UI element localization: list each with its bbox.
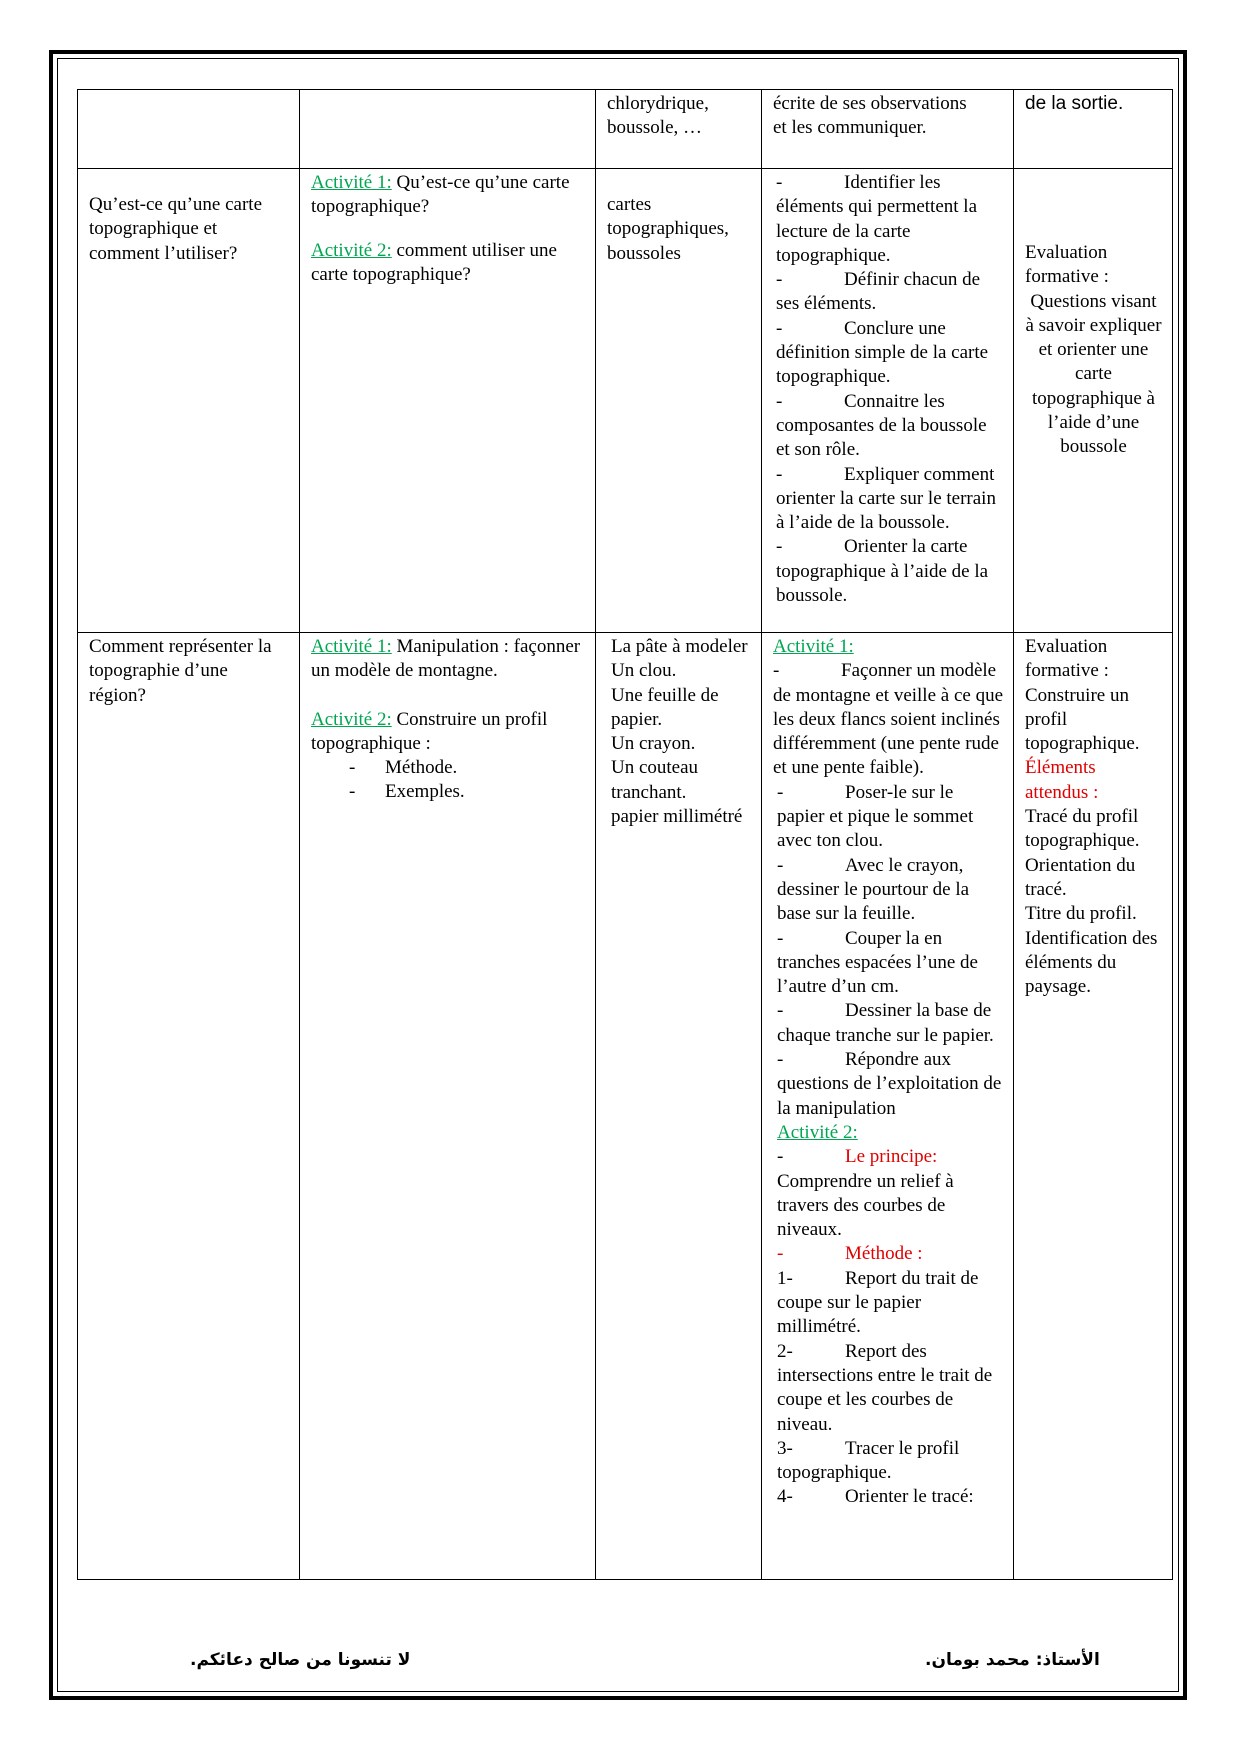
objective-item: - Répondre aux questions de l’exploitation de la manipulation [777, 1049, 1002, 1119]
materials-cell: La pâte à modeler Un clou. Une feuille de papier. Un crayon. Un couteau tranchant. papier millimétré [596, 633, 762, 1580]
objective-item: - Identifier les éléments qui permettent la lecture de la carte topographique. [776, 172, 978, 266]
list-item: - Méthode. [349, 757, 458, 779]
objective-item: - Connaitre les composantes de la boussole et son rôle. [776, 390, 987, 461]
objectives-cell: Activité 1: - Façonner un modèle de montagne et veille à ce que les deux flancs soient inclinés différemment (une pente rude et une pente faible). - Poser-le sur le papier et pique le sommet avec ton clou. - Avec le crayon, dessiner le pourtour de la base sur la feuille. - Couper la en tranches espacées l’une de l’autre d’un cm. - Dessiner la base de chaque tranche sur le papier. - Répondre aux questions de l’exploitation de la manipulation Activité 2: - Le principe: Comprendre un relief à travers des courbes de niveaux. - Méthode : 1- Report du trait de coupe sur le papier millimétré. 2- Report des intersections entre le trait de coupe et les courbes de niveau. 3- Tracer le profil topographique. 4- Orienter le tracé: [762, 633, 1014, 1580]
activity-1: Activité 1: Manipulation : façonner un modèle de montagne. [311, 636, 581, 682]
method-step: 3- Tracer le profil topographique. [777, 1437, 960, 1484]
objective-item: - Le principe: Comprendre un relief à travers des courbes de niveaux. [777, 1146, 954, 1241]
objective-item: - Expliquer comment orienter la carte sur le terrain à l’aide de la boussole. [776, 463, 996, 534]
activity-1: Activité 1: Qu’est-ce qu’une carte topographique? [311, 172, 570, 218]
activities-cell [300, 633, 596, 1580]
evaluation-cell: de la sortie. [1014, 90, 1173, 169]
objective-item: - Couper la en tranches espacées l’une de l’autre d’un cm. [777, 927, 978, 998]
objective-item: - Conclure une définition simple de la carte topographique. [776, 317, 989, 388]
objective-item: - Définir chacun de ses éléments. [776, 269, 981, 315]
table-row [78, 633, 1173, 1580]
objective-item: - Méthode : [777, 1243, 923, 1265]
table-row [78, 90, 1173, 169]
evaluation-cell: Evaluation formative : Construire un profil topographique. Éléments attendus : Tracé du profil topographique. Orientation du tracé. Titre du profil. Identification des éléments du paysage. [1014, 633, 1173, 1580]
question-cell: Comment représenter la topographie d’une région? [78, 633, 300, 1580]
footer-teacher-name: الأستاذ: محمد بومان. [925, 1650, 1100, 1670]
objective-item: - Dessiner la base de chaque tranche sur le papier. [777, 1000, 994, 1046]
activities-cell [300, 169, 596, 633]
objectives-cell [762, 169, 1014, 633]
activity-2: Activité 2: Construire un profil topographique : [311, 708, 548, 754]
objectives-cell: écrite de ses observations et les communiquer. [762, 90, 1014, 169]
list-item: - Exemples. [349, 781, 465, 803]
question-cell [78, 90, 300, 169]
activity-2: Activité 2: comment utiliser une carte topographique? [311, 239, 557, 285]
method-step: 1- Report du trait de coupe sur le papier millimétré. [777, 1267, 979, 1338]
footer-prayer-note: لا تنسونا من صالح دعائكم. [190, 1650, 411, 1670]
activities-cell [300, 90, 596, 169]
objective-item: - Façonner un modèle de montagne et veille à ce que les deux flancs soient inclinés différemment (une pente rude et une pente faible). [773, 660, 1004, 779]
question-cell: Qu’est-ce qu’une carte topographique et comment l’utiliser? [78, 169, 300, 633]
method-step: 2- Report des intersections entre le trait de coupe et les courbes de niveau. [777, 1340, 993, 1435]
objective-item: - Orienter la carte topographique à l’aide de la boussole. [776, 536, 989, 607]
materials-cell: cartes topographiques, boussoles [596, 169, 762, 633]
evaluation-cell: Evaluation formative : Questions visant à savoir expliquer et orienter une carte topographique à l’aide d’une boussole [1014, 169, 1173, 633]
materials-cell: chlorydrique, boussole, … [596, 90, 762, 169]
lesson-table [77, 89, 1173, 1580]
table-row [78, 169, 1173, 633]
objective-item: - Avec le crayon, dessiner le pourtour de la base sur la feuille. [777, 854, 970, 925]
objective-item: - Poser-le sur le papier et pique le sommet avec ton clou. [777, 781, 974, 852]
method-step: 4- Orienter le tracé: [777, 1486, 974, 1508]
